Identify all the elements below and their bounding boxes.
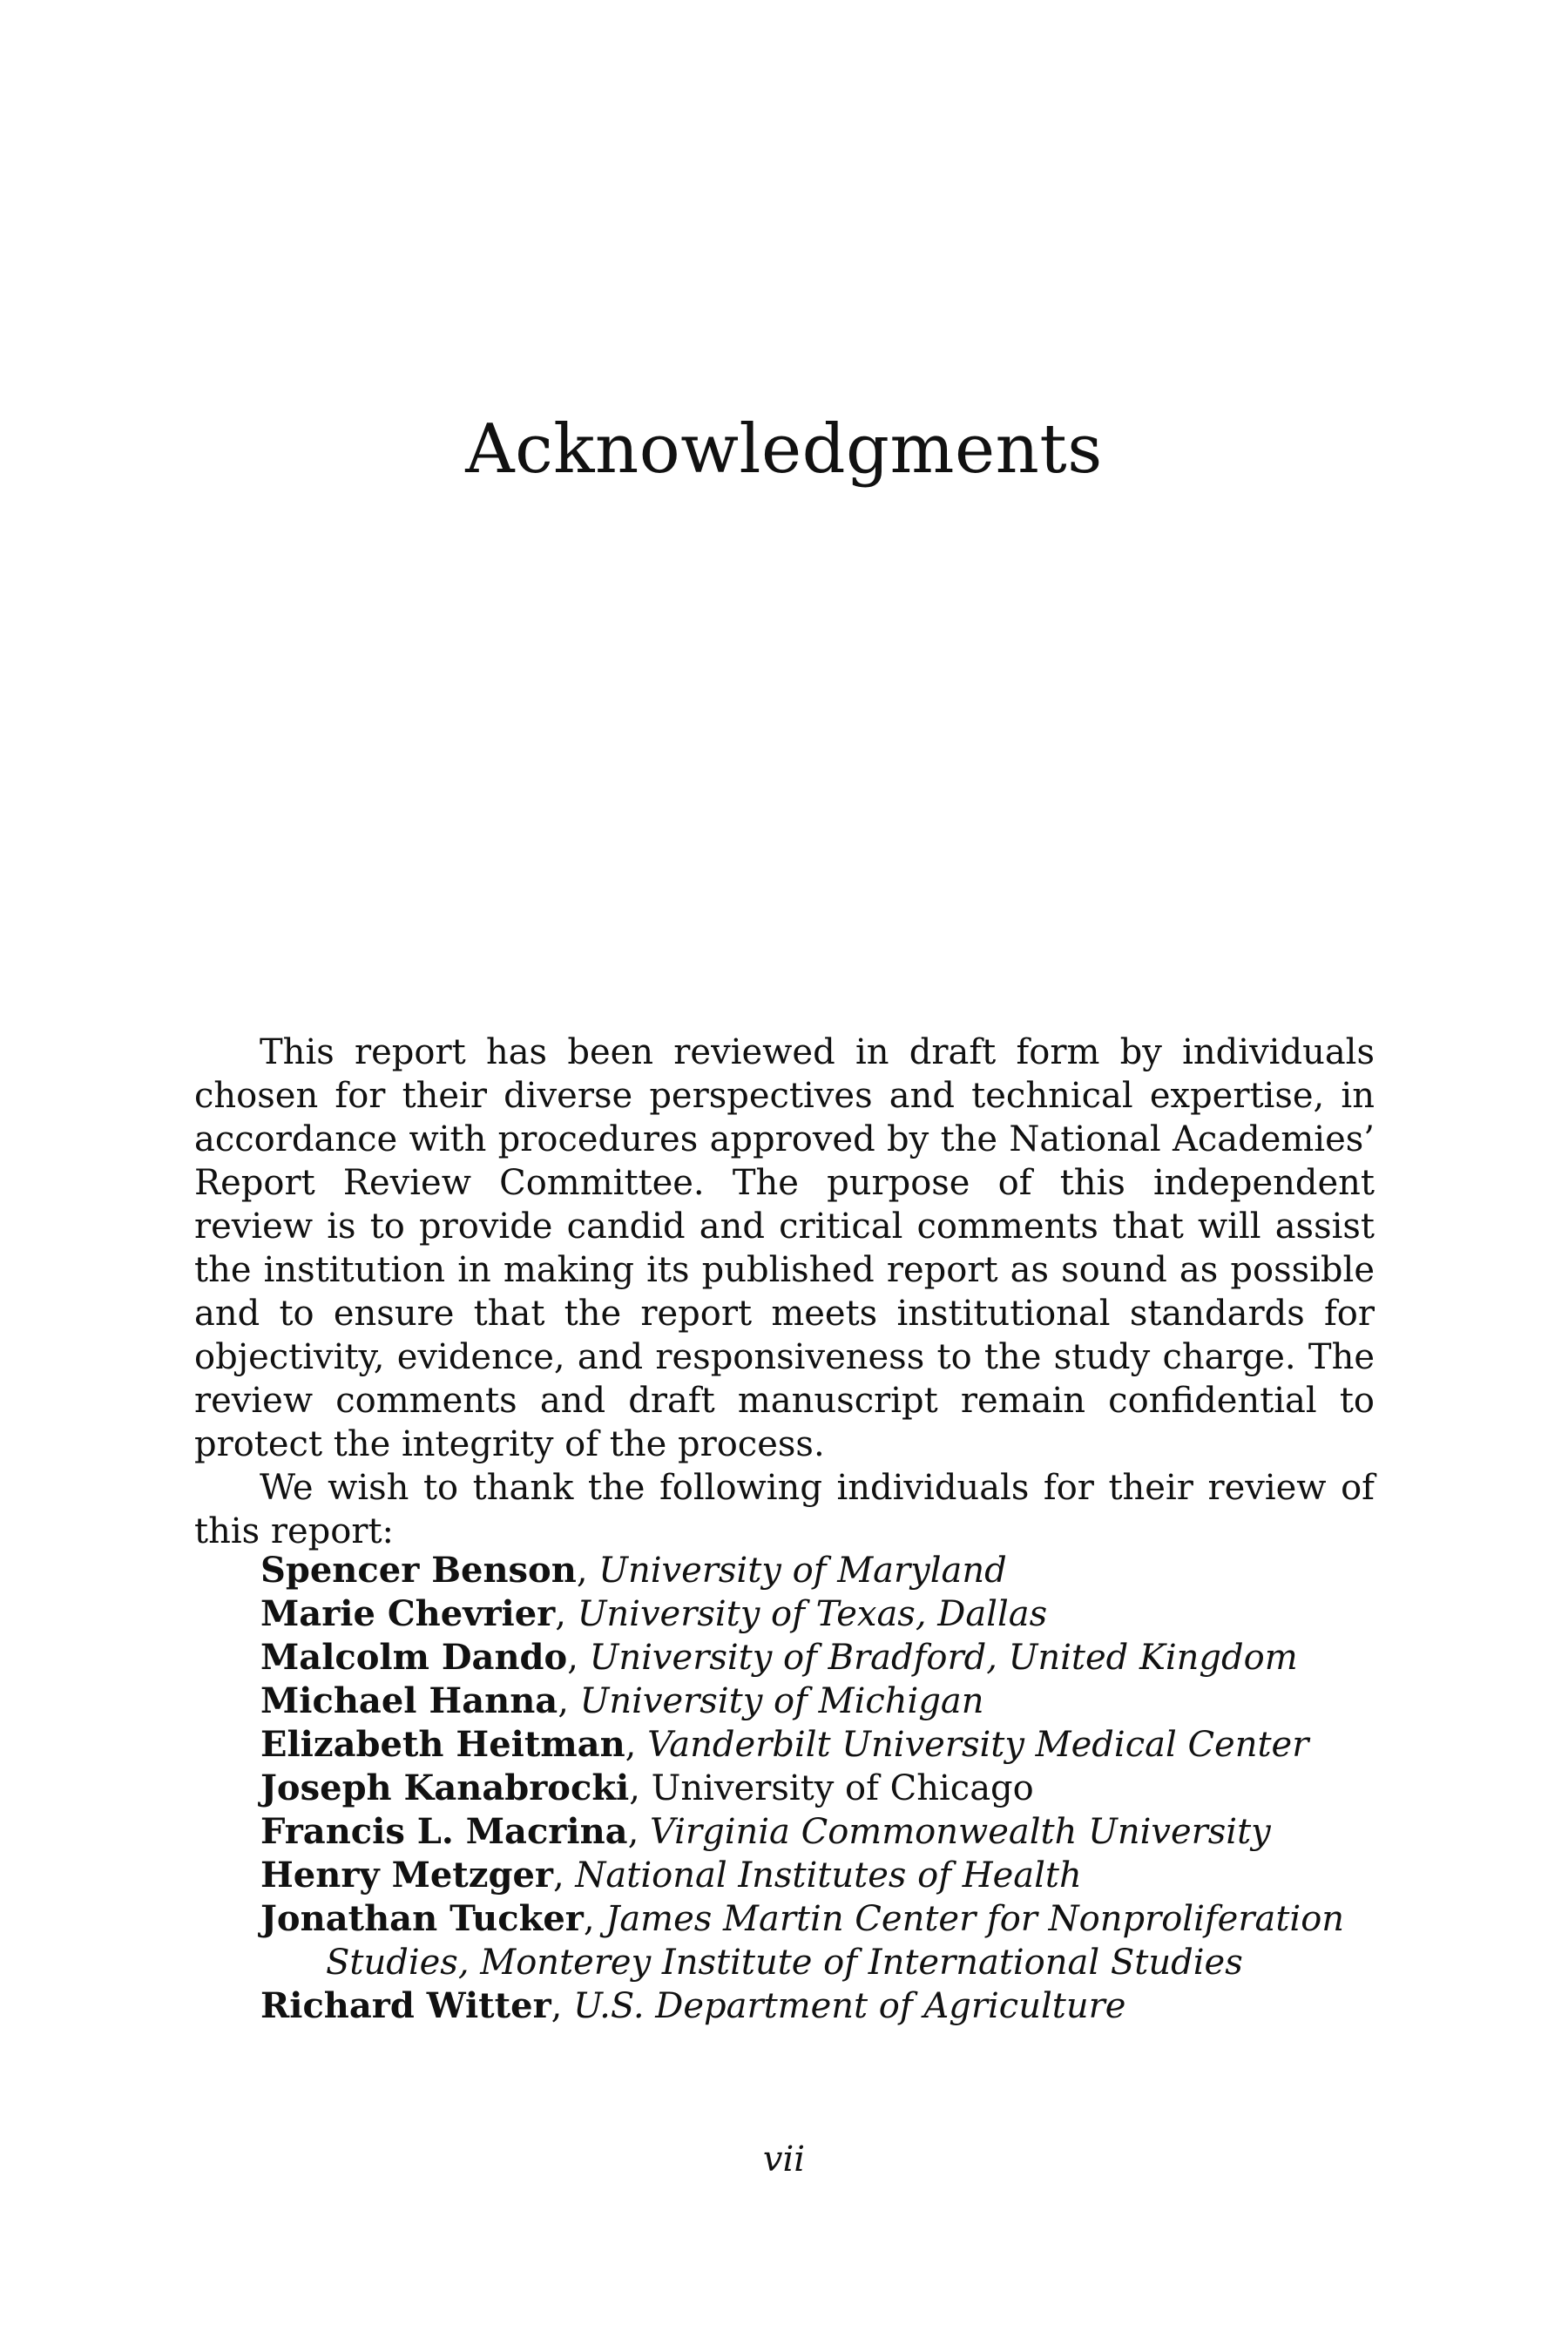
intro-paragraph: This report has been reviewed in draft form by individuals chosen for their diverse perspectives and technical expertise, in accordance with procedures approved by the National Academies’ Report Review Committee. The purpose of this independent review is to provide candid and critical comments that will assist the institution in making its published report as sound as possible and to ensure that the report meets institutional standards for objectivity, evidence, and responsiveness to the study charge. The review comments and draft manuscript remain confidential to protect the integrity of the process. [194, 1032, 1375, 1464]
reviewer-name: Marie Chevrier [260, 1593, 556, 1634]
reviewer-affiliation: Vanderbilt University Medical Center [647, 1725, 1309, 1765]
thanks-paragraph: We wish to thank the following individuals for their review of this report: [194, 1468, 1375, 1551]
reviewer-name: Richard Witter [260, 1985, 551, 2026]
reviewer-affiliation: Virginia Commonwealth University [650, 1812, 1271, 1852]
reviewer-item: Marie Chevrier, University of Texas, Dallas [260, 1593, 1048, 1634]
reviewer-name: Jonathan Tucker [260, 1898, 584, 1939]
reviewer-name: Malcolm Dando [260, 1637, 568, 1678]
reviewer-item: Henry Metzger, National Institutes of Health [260, 1855, 1082, 1896]
reviewer-item: Francis L. Macrina, Virginia Commonwealth University [260, 1811, 1271, 1852]
body-text [194, 1031, 1375, 1553]
reviewer-name: Francis L. Macrina [260, 1811, 628, 1852]
reviewer-name: Joseph Kanabrocki [260, 1767, 630, 1808]
reviewer-affiliation: University of Michigan [579, 1681, 984, 1721]
reviewer-item: Jonathan Tucker, James Martin Center for Nonproliferation Studies, Monterey Institute of International Studies [260, 1898, 1345, 1983]
reviewer-item: Elizabeth Heitman, Vanderbilt University Medical Center [260, 1724, 1309, 1765]
reviewer-name: Michael Hanna [260, 1680, 558, 1721]
reviewer-item: Michael Hanna, University of Michigan [260, 1680, 984, 1721]
reviewer-item: Spencer Benson, University of Maryland [260, 1550, 1007, 1591]
page-title: Acknowledgments [465, 410, 1103, 489]
reviewer-name: Spencer Benson [260, 1550, 577, 1591]
reviewer-item: Malcolm Dando, University of Bradford, United Kingdom [260, 1637, 1298, 1678]
reviewer-name: Elizabeth Heitman [260, 1724, 625, 1765]
reviewer-name: Henry Metzger [260, 1855, 553, 1896]
reviewer-affiliation: University of Chicago [651, 1768, 1034, 1808]
reviewer-item: Richard Witter, U.S. Department of Agriculture [260, 1985, 1126, 2026]
reviewer-affiliation: National Institutes of Health [575, 1855, 1082, 1896]
reviewer-affiliation: University of Maryland [598, 1551, 1007, 1591]
reviewer-list [260, 1549, 1393, 2028]
reviewer-affiliation: University of Texas, Dallas [577, 1594, 1048, 1634]
reviewer-affiliation: James Martin Center for Nonproliferation Studies, Monterey Institute of International Studies [326, 1899, 1345, 1983]
reviewer-affiliation: University of Bradford, United Kingdom [589, 1638, 1298, 1678]
reviewer-affiliation: U.S. Department of Agriculture [573, 1986, 1126, 2026]
page-number: vii [762, 2139, 806, 2180]
reviewer-item: Joseph Kanabrocki, University of Chicago [260, 1767, 1034, 1808]
